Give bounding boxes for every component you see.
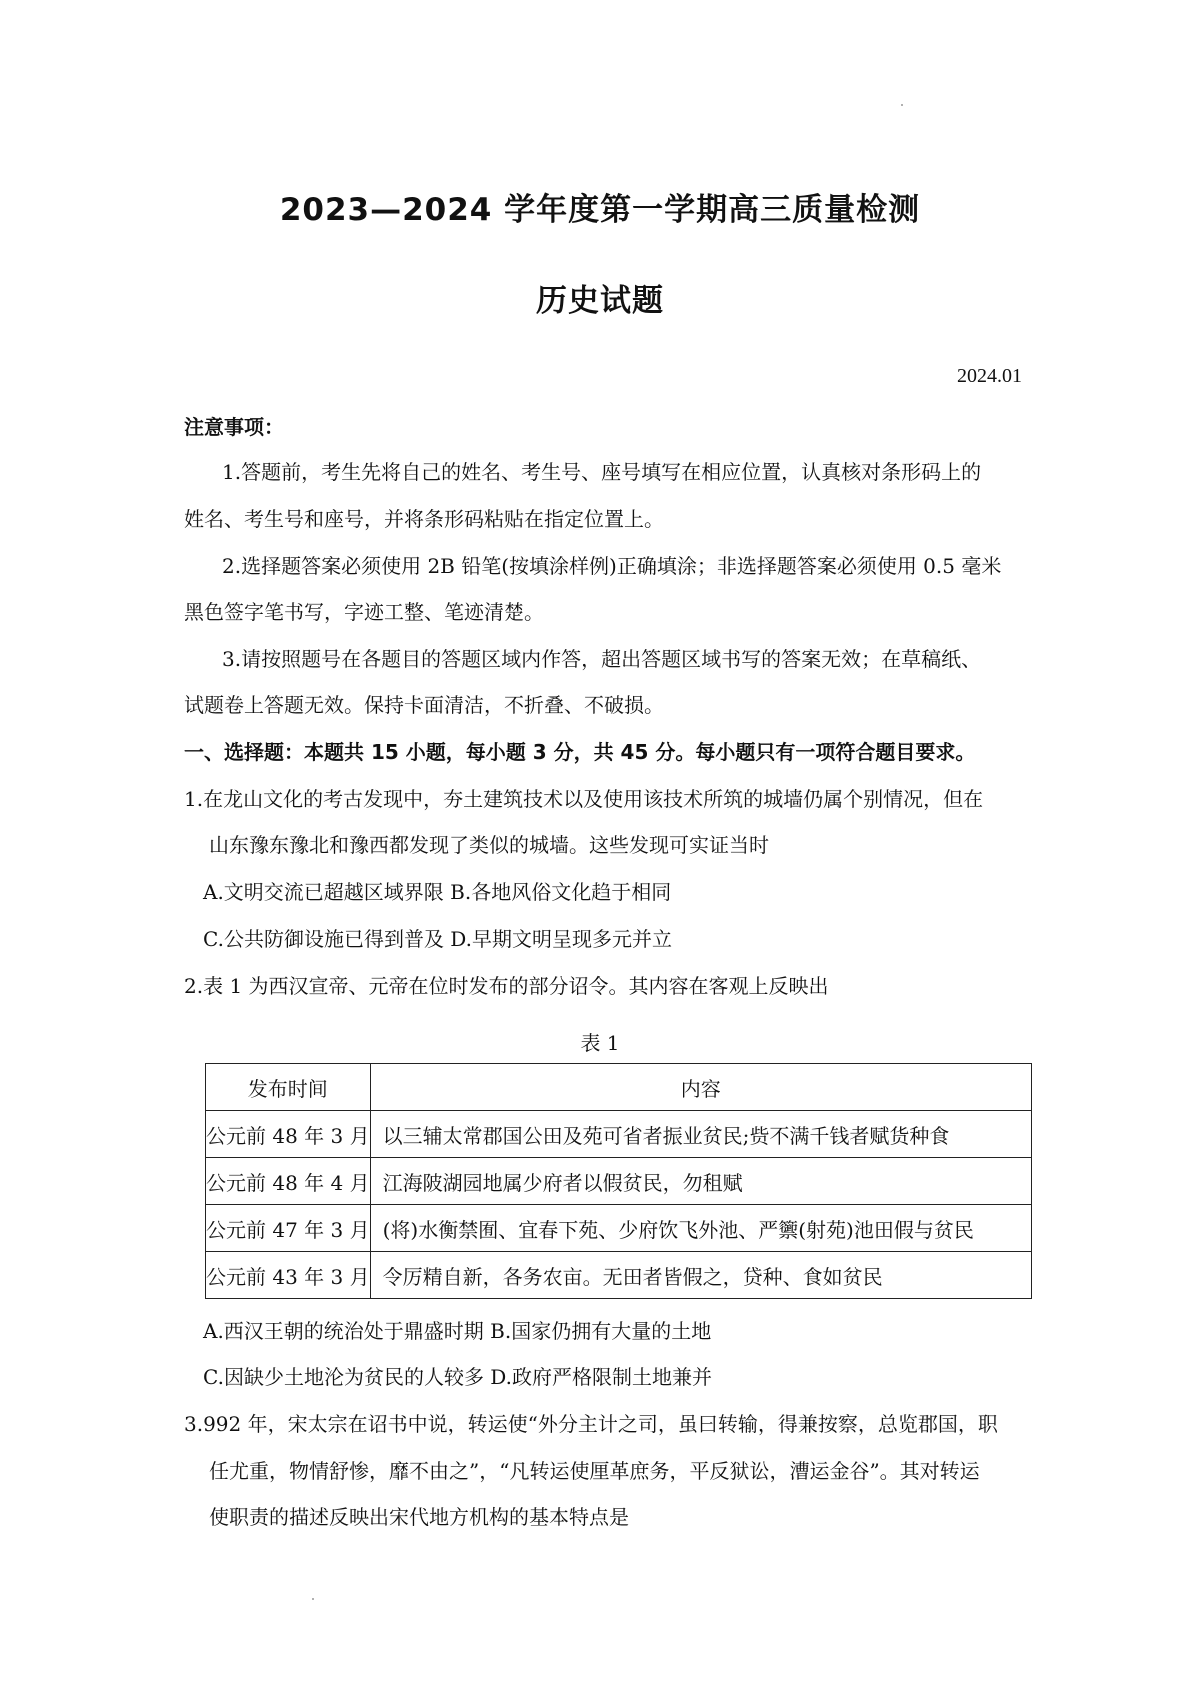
notice-item-3-line-1: 3.请按照题号在各题目的答题区域内作答，超出答题区域书写的答案无效；在草稿纸、 <box>222 647 982 671</box>
table-cell-date: 公元前 47 年 3 月 <box>206 1205 371 1252</box>
scan-speck <box>901 104 903 106</box>
table-header-date: 发布时间 <box>206 1064 371 1111</box>
question-1-options-ab: A.文明交流已超越区域界限 B.各地风俗文化趋于相同 <box>203 880 672 904</box>
table-cell-content: (将)水衡禁囿、宜春下苑、少府饮飞外池、严籞(射苑)池田假与贫民 <box>370 1205 1031 1252</box>
table-header-content: 内容 <box>370 1064 1031 1111</box>
notice-item-1-line-1: 1.答题前，考生先将自己的姓名、考生号、座号填写在相应位置，认真核对条形码上的 <box>222 460 982 484</box>
section-heading: 一、选择题：本题共 15 小题，每小题 3 分，共 45 分。每小题只有一项符合题目要求。 <box>184 740 976 764</box>
notice-item-2-line-1: 2.选择题答案必须使用 2B 铅笔(按填涂样例)正确填涂；非选择题答案必须使用 0.5 毫米 <box>222 554 1002 578</box>
table-cell-content: 以三辅太常郡国公田及苑可省者振业贫民;赀不满千钱者赋货种食 <box>370 1111 1031 1158</box>
notice-item-2-line-2: 黑色签字笔书写，字迹工整、笔迹清楚。 <box>184 600 544 624</box>
exam-date: 2024.01 <box>957 365 1022 387</box>
table-caption: 表 1 <box>580 1031 620 1055</box>
question-1-options-cd: C.公共防御设施已得到普及 D.早期文明呈现多元并立 <box>203 927 672 951</box>
table-row <box>206 1111 1032 1158</box>
table-cell-date: 公元前 48 年 4 月 <box>206 1158 371 1205</box>
question-3-stem-line-2: 任尤重，物情舒惨，靡不由之”，“凡转运使厘革庶务，平反狱讼，漕运金谷”。其对转运 <box>209 1459 980 1483</box>
table-cell-content: 令厉精自新，各务农亩。无田者皆假之，贷种、食如贫民 <box>370 1252 1031 1299</box>
table-cell-date: 公元前 43 年 3 月 <box>206 1252 371 1299</box>
question-1-stem-line-1: 1.在龙山文化的考古发现中，夯土建筑技术以及使用该技术所筑的城墙仍属个别情况，但在 <box>184 787 984 811</box>
question-3-stem-line-1: 3.992 年，宋太宗在诏书中说，转运使“外分主计之司，虽曰转输，得兼按察，总览郡国，职 <box>184 1412 998 1436</box>
table-cell-content: 江海陂湖园地属少府者以假贫民，勿租赋 <box>370 1158 1031 1205</box>
notice-heading: 注意事项： <box>184 415 284 439</box>
question-2-stem: 2.表 1 为西汉宣帝、元帝在位时发布的部分诏令。其内容在客观上反映出 <box>184 974 829 998</box>
question-2-options-ab: A.西汉王朝的统治处于鼎盛时期 B.国家仍拥有大量的土地 <box>203 1319 712 1343</box>
table-row <box>206 1205 1032 1252</box>
exam-title: 2023—2024 学年度第一学期高三质量检测 <box>279 192 921 228</box>
edict-table <box>205 1063 1032 1299</box>
table-header-row <box>206 1064 1032 1111</box>
question-2-options-cd: C.因缺少土地沦为贫民的人较多 D.政府严格限制土地兼并 <box>203 1365 712 1389</box>
table-row <box>206 1158 1032 1205</box>
question-3-stem-line-3: 使职责的描述反映出宋代地方机构的基本特点是 <box>209 1505 629 1529</box>
scan-speck <box>312 1598 314 1600</box>
notice-item-1-line-2: 姓名、考生号和座号，并将条形码粘贴在指定位置上。 <box>184 507 664 531</box>
notice-item-3-line-2: 试题卷上答题无效。保持卡面清洁，不折叠、不破损。 <box>184 693 664 717</box>
table-cell-date: 公元前 48 年 3 月 <box>206 1111 371 1158</box>
subject-title: 历史试题 <box>536 283 664 319</box>
table-row <box>206 1252 1032 1299</box>
question-1-stem-line-2: 山东豫东豫北和豫西都发现了类似的城墙。这些发现可实证当时 <box>209 833 769 857</box>
